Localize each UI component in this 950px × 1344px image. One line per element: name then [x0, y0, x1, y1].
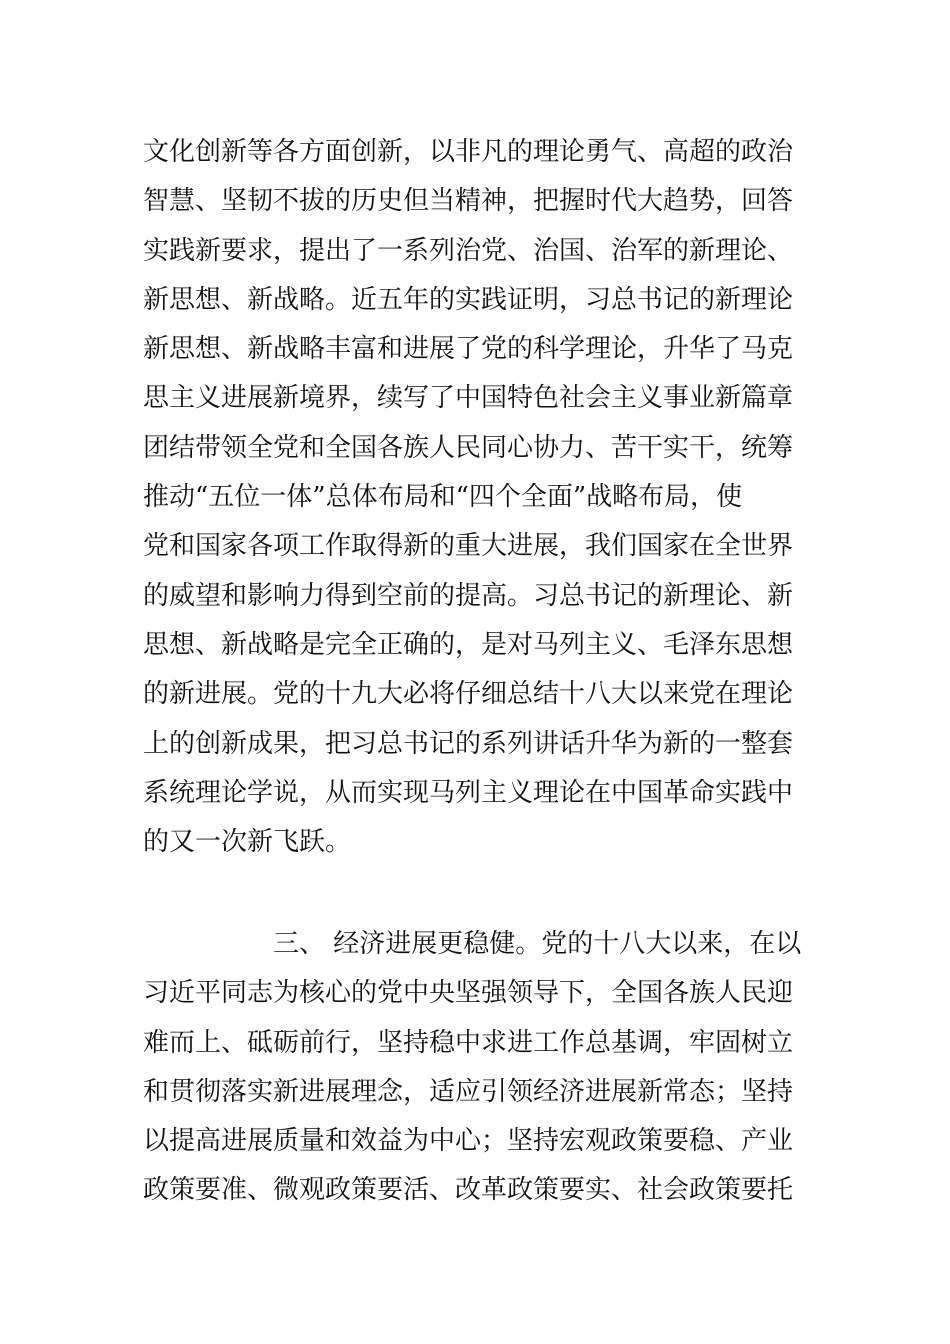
paragraph-line [143, 276, 811, 325]
paragraph-line [143, 1019, 811, 1068]
paragraph-line-text: 政策要准、微观政策要活、改革政策要实、社会政策要托 [143, 1175, 794, 1206]
paragraph-line-text: 上的创新成果，把习总书记的系列讲话升华为新的一整套 [143, 728, 794, 759]
paragraph-line [143, 818, 811, 867]
paragraph-line-text: 三、 经济进展更稳健。党的十八大以来，在以 [273, 929, 802, 959]
paragraph-line-text: 思主义进展新境界，续写了中国特色社会主义事业新篇章 [143, 383, 794, 414]
paragraph-line [143, 522, 811, 571]
paragraph-line [143, 227, 811, 276]
paragraph-line [143, 177, 811, 226]
paragraph-line-text: 党和国家各项工作取得新的重大进展，我们国家在全世界 [143, 531, 794, 562]
paragraph-line [143, 769, 811, 818]
paragraph-line [143, 424, 811, 473]
paragraph-line [143, 374, 811, 423]
paragraph-line [143, 670, 811, 719]
paragraph-line [143, 969, 811, 1018]
paragraph-line [143, 621, 811, 670]
paragraph-line-text: 实践新要求，提出了一系列治党、治国、治军的新理论、 [143, 235, 794, 266]
paragraph-line-text: 难而上、砥砺前行，坚持稳中求进工作总基调，牢固树立 [143, 1027, 794, 1058]
paragraph-line-text: 文化创新等各方面创新，以非凡的理论勇气、高超的政治 [143, 137, 794, 167]
paragraph-line [143, 473, 811, 522]
paragraph-line-text: 新思想、新战略丰富和进展了党的科学理论，升华了马克 [143, 334, 794, 365]
paragraph-line [143, 720, 811, 769]
paragraph-1 [143, 128, 811, 867]
paragraph-line-text: 系统理论学说，从而实现马列主义理论在中国革命实践中 [143, 777, 794, 808]
paragraph-line-text: 以提高进展质量和效益为中心；坚持宏观政策要稳、产业 [143, 1126, 794, 1157]
paragraph-line-text: 推动“五位一体”总体布局和“四个全面”战略布局，使 [143, 482, 743, 513]
paragraph-line [143, 128, 811, 177]
paragraph-line [143, 572, 811, 621]
paragraph-line [143, 325, 811, 374]
paragraph-line-text: 团结带领全党和全国各族人民同心协力、苦干实干，统筹 [143, 432, 794, 463]
paragraph-line-text: 思想、新战略是完全正确的，是对马列主义、毛泽东思想 [143, 629, 794, 660]
paragraph-line-text: 的新进展。党的十九大必将仔细总结十八大以来党在理论 [143, 679, 794, 710]
paragraph-2 [143, 920, 811, 1216]
paragraph-line-text: 智慧、坚韧不拔的历史但当精神，把握时代大趋势，回答 [143, 186, 794, 217]
paragraph-line [143, 1166, 811, 1215]
paragraph-line-text: 习近平同志为核心的党中央坚强领导下，全国各族人民迎 [143, 978, 794, 1009]
paragraph-line-text: 的又一次新飞跃。 [143, 827, 352, 858]
paragraph-line [143, 1117, 811, 1166]
paragraph-line-text: 新思想、新战略。近五年的实践证明，习总书记的新理论 [143, 284, 794, 315]
section-heading-line [143, 920, 811, 969]
paragraph-line [143, 1068, 811, 1117]
paragraph-line-text: 的威望和影响力得到空前的提高。习总书记的新理论、新 [143, 580, 794, 611]
paragraph-line-text: 和贯彻落实新进展理念，适应引领经济进展新常态；坚持 [143, 1076, 794, 1107]
